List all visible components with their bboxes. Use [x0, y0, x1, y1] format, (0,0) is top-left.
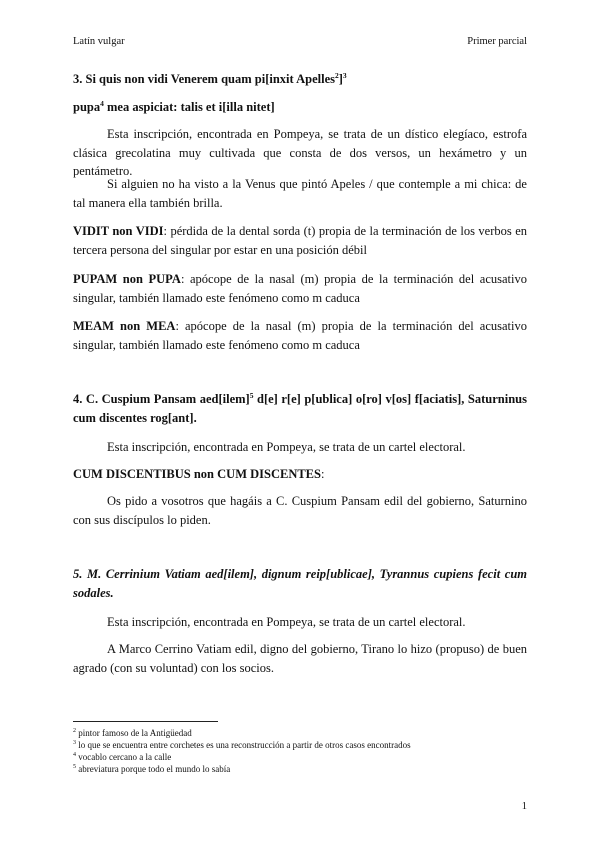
- section3-note-pupam: PUPAM non PUPA: apócope de la nasal (m) propia de la terminación del acusativo singular, también llamado este fenómeno como m caduca: [73, 272, 527, 305]
- section4-paragraph-2: Os pido a vosotros que hagáis a C. Cuspium Pansam edil del gobierno, Saturnino con sus discípulos lo piden.: [73, 494, 527, 527]
- header-left: Latín vulgar: [73, 36, 125, 47]
- section3-paragraph-2: Si alguien no ha visto a la Venus que pintó Apeles / que contemple a mi chica: de tal manera ella también brilla.: [73, 177, 527, 210]
- section4-heading: 4. C. Cuspium Pansam aed[ilem]$^5$ d[e] r[e] p[ublica] o[ro] v[os] f[aciatis], Saturninus cum discentes rog[ant].: [73, 390, 527, 425]
- footnote-2: $^2$ pintor famoso de la Antigüedad: [73, 728, 192, 738]
- section4-paragraph-1: Esta inscripción, encontrada en Pompeya, se trata de un cartel electoral.: [107, 440, 466, 454]
- section3-heading-line2: pupa$^4$ mea aspiciat: talis et i[illa nitet]: [73, 98, 275, 114]
- page-number: 1: [521, 801, 527, 812]
- header-right: Primer parcial: [467, 36, 527, 47]
- section4-note: CUM DISCENTIBUS non CUM DISCENTES:: [73, 467, 325, 481]
- section5-paragraph-1: Esta inscripción, encontrada en Pompeya, se trata de un cartel electoral.: [107, 615, 466, 629]
- section3-paragraph-1: Esta inscripción, encontrada en Pompeya, se trata de un dístico elegíaco, estrofa clásica grecolatina muy cultivada que consta de dos versos, un hexámetro y un pentámetro.: [73, 127, 527, 178]
- section3-heading-line1: 3. Si quis non vidi Venerem quam pi[inxit Apelles$^2$]$^3$: [73, 70, 347, 86]
- footnote-5: $^5$ abreviatura porque todo el mundo lo sabía: [73, 764, 231, 774]
- section5-heading: 5. M. Cerrinium Vatiam aed[ilem], dignum reip[ublicae], Tyrannus cupiens fecit cum sodales.: [73, 567, 527, 600]
- footnote-3: $^3$ lo que se encuentra entre corchetes es una reconstrucción a partir de otros casos encontrados: [73, 740, 411, 750]
- section5-paragraph-2: A Marco Cerrino Vatiam edil, digno del gobierno, Tirano lo hizo (propuso) de buen agrado (con su voluntad) con los socios.: [73, 642, 527, 675]
- footnote-4: $^4$ vocablo cercano a la calle: [73, 752, 172, 762]
- footnote-divider: [73, 721, 218, 722]
- section3-note-meam: MEAM non MEA: apócope de la nasal (m) propia de la terminación del acusativo singular, también llamado este fenómeno como m caduca: [73, 319, 527, 352]
- section3-note-vidit: VIDIT non VIDI: pérdida de la dental sorda (t) propia de la terminación de los verbos en tercera persona del singular por estar en una posición débil: [73, 224, 527, 257]
